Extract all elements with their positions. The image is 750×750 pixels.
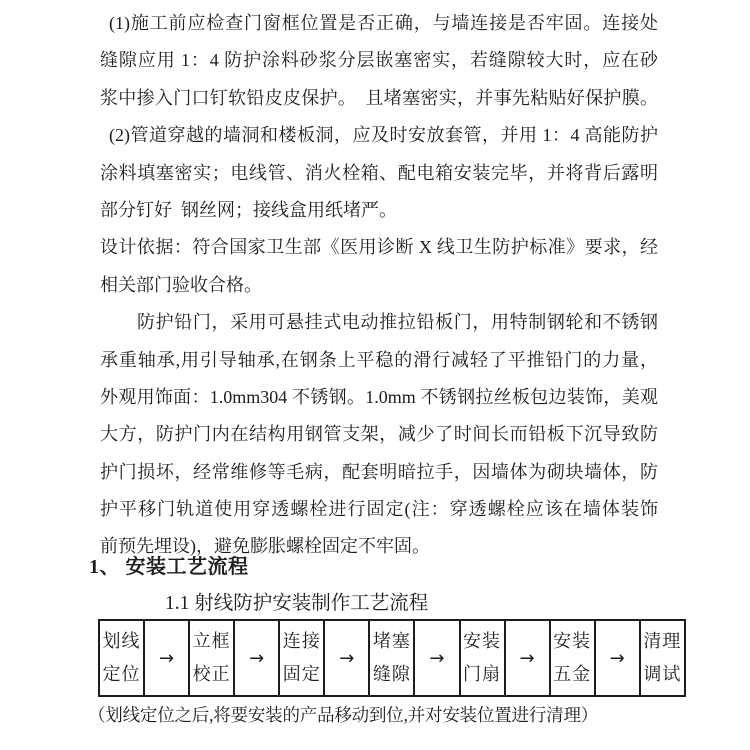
flow-step-line: 五金 (553, 664, 592, 684)
flow-step-cell (369, 620, 414, 696)
flow-step-cell (99, 620, 144, 696)
text-line: 承重轴承,用引导轴承,在钢条上平稳的滑行减轻了平推铅门的力量， (100, 349, 658, 370)
flow-step-line: 安装 (553, 631, 592, 651)
text-line: 相关部门验收合格。 (100, 274, 262, 295)
flow-step-line: 定位 (102, 664, 141, 684)
text-line: 大方，防护门内在结构用钢管支架，减少了时间长而铅板下沉导致防 (100, 424, 658, 445)
flow-arrow-cell (324, 620, 369, 696)
flow-step-cell (189, 620, 234, 696)
arrow-right-icon: → (429, 647, 445, 669)
flow-caption: （划线定位之后,将要安装的产品移动到位,并对安装位置进行清理） (88, 705, 599, 725)
text-line: 护门损坏，经常维修等毛病，配套明暗拉手，因墙体为砌块墙体，防 (100, 461, 658, 482)
flow-step-line: 门扇 (463, 664, 502, 684)
flow-step-cell (640, 620, 685, 696)
flow-arrow-cell (234, 620, 279, 696)
subsection-heading: 1.1 射线防护安装制作工艺流程 (165, 593, 429, 614)
body-text (100, 5, 658, 566)
flow-arrow-cell (144, 620, 189, 696)
flow-step-line: 划线 (102, 631, 141, 651)
flow-step-line: 固定 (282, 664, 321, 684)
flow-step-cell (550, 620, 595, 696)
text-line: (2)管道穿越的墙洞和楼板洞，应及时安放套管，并用 1：4 高能防护 (109, 125, 658, 146)
flow-step-line: 清理 (643, 631, 682, 651)
flow-step-cell (279, 620, 324, 696)
text-line: 前预先埋设)，避免膨胀螺栓固定不牢固。 (100, 536, 430, 557)
text-line: 外观用饰面：1.0mm304 不锈钢。1.0mm 不锈钢拉丝板包边装饰，美观 (100, 386, 658, 407)
arrow-right-icon: → (609, 647, 625, 669)
text-line: 浆中掺入门口钉软铅皮皮保护。 且堵塞密实，并事先粘贴好保护膜。 (100, 87, 658, 108)
text-line: 护平移门轨道使用穿透螺栓进行固定(注：穿透螺栓应该在墙体装饰 (100, 499, 658, 520)
flow-step-line: 缝隙 (372, 664, 411, 684)
text-line: 部分钉好 钢丝网；接线盒用纸堵严。 (100, 199, 397, 220)
flow-step-line: 连接 (282, 631, 321, 651)
flow-step-line: 调试 (643, 664, 682, 684)
arrow-right-icon: → (249, 647, 265, 669)
arrow-right-icon: → (339, 647, 355, 669)
text-line: 防护铅门，采用可悬挂式电动推拉铅板门，用特制钢轮和不锈钢 (137, 312, 658, 333)
flow-step-line: 立框 (192, 631, 231, 651)
flow-arrow-cell (414, 620, 459, 696)
section-heading: 1、 安装工艺流程 (89, 556, 249, 578)
text-line: (1)施工前应检查门窗框位置是否正确，与墙连接是否牢固。连接处 (109, 13, 658, 33)
flow-step-line: 堵塞 (372, 631, 411, 651)
text-line: 设计依据：符合国家卫生部《医用诊断 X 线卫生防护标准》要求，经 (100, 237, 658, 258)
text-line: 缝隙应用 1：4 防护涂料砂浆分层嵌塞密实，若缝隙较大时，应在砂 (100, 50, 658, 71)
arrow-right-icon: → (519, 647, 535, 669)
flow-row (99, 620, 685, 696)
flow-step-line: 校正 (192, 664, 231, 684)
flow-step-line: 安装 (463, 631, 502, 651)
flow-arrow-cell (505, 620, 550, 696)
process-flow-table (98, 619, 686, 697)
arrow-right-icon: → (159, 647, 175, 669)
flow-step-cell (460, 620, 505, 696)
flow-arrow-cell (595, 620, 640, 696)
text-line: 涂料填塞密实；电线管、消火栓箱、配电箱安装完毕，并将背后露明 (100, 162, 658, 183)
